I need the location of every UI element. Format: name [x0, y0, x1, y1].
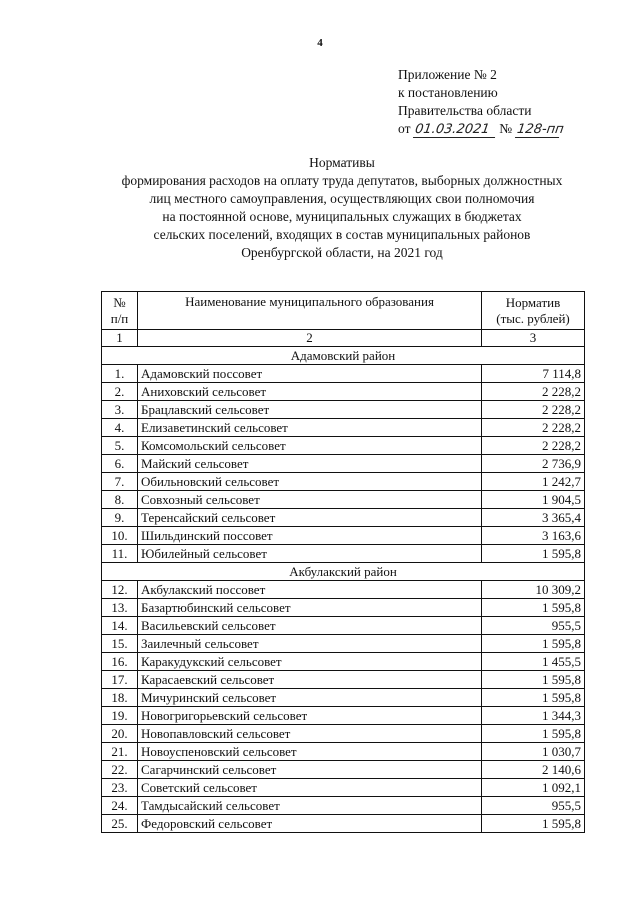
municipality-name: Совхозный сельсовет: [138, 491, 482, 509]
district-name: Адамовский район: [102, 347, 585, 365]
municipality-name: Новопавловский сельсовет: [138, 725, 482, 743]
norm-value: 955,5: [482, 617, 585, 635]
row-number: 2.: [102, 383, 138, 401]
header-value-title: Норматив: [505, 294, 561, 310]
table-row: [102, 365, 585, 383]
row-number: 9.: [102, 509, 138, 527]
header-value-unit: (тыс. рублей): [496, 310, 570, 326]
norm-value: 1 595,8: [482, 725, 585, 743]
municipality-name: Новоуспеновский сельсовет: [138, 743, 482, 761]
municipality-name: Аниховский сельсовет: [138, 383, 482, 401]
row-number: 24.: [102, 797, 138, 815]
municipality-name: Майский сельсовет: [138, 455, 482, 473]
row-number: 18.: [102, 689, 138, 707]
norm-value: 2 228,2: [482, 401, 585, 419]
table-row: [102, 725, 585, 743]
title-line: на постоянной основе, муниципальных служащих в бюджетах: [162, 209, 522, 224]
appendix-line-date-number: [398, 120, 565, 138]
handwritten-number: 128-пп: [515, 122, 565, 137]
number-label: №: [499, 121, 513, 136]
table-row: [102, 581, 585, 599]
table-row: [102, 743, 585, 761]
municipality-name: Сагарчинский сельсовет: [138, 761, 482, 779]
norm-value: 1 344,3: [482, 707, 585, 725]
municipality-name: Базартюбинский сельсовет: [138, 599, 482, 617]
district-row: [102, 347, 585, 365]
norm-value: 2 228,2: [482, 419, 585, 437]
row-number: 13.: [102, 599, 138, 617]
table-row: [102, 797, 585, 815]
table-row: [102, 617, 585, 635]
municipality-name: Васильевский сельсовет: [138, 617, 482, 635]
municipality-name: Теренсайский сельсовет: [138, 509, 482, 527]
row-number: 8.: [102, 491, 138, 509]
norm-value: 1 595,8: [482, 815, 585, 833]
column-number: 2: [138, 330, 482, 347]
row-number: 11.: [102, 545, 138, 563]
title-line: Оренбургской области, на 2021 год: [241, 245, 443, 260]
municipality-name: Адамовский поссовет: [138, 365, 482, 383]
row-number: 25.: [102, 815, 138, 833]
row-number: 7.: [102, 473, 138, 491]
row-number: 15.: [102, 635, 138, 653]
municipality-name: Карасаевский сельсовет: [138, 671, 482, 689]
column-numbers-row: [102, 330, 585, 347]
municipality-name: Заилечный сельсовет: [138, 635, 482, 653]
table-row: [102, 473, 585, 491]
norm-value: 1 092,1: [482, 779, 585, 797]
norm-value: 1 242,7: [482, 473, 585, 491]
row-number: 3.: [102, 401, 138, 419]
norm-value: 1 595,8: [482, 689, 585, 707]
municipality-name: Елизаветинский сельсовет: [138, 419, 482, 437]
row-number: 6.: [102, 455, 138, 473]
district-name: Акбулакский район: [102, 563, 585, 581]
row-number: 19.: [102, 707, 138, 725]
handwritten-date: 01.03.2021: [413, 123, 497, 138]
table-row: [102, 635, 585, 653]
municipality-name: Федоровский сельсовет: [138, 815, 482, 833]
norm-value: 1 595,8: [482, 599, 585, 617]
appendix-block: [398, 66, 565, 138]
norm-value: 1 595,8: [482, 545, 585, 563]
table-row: [102, 689, 585, 707]
municipality-name: Обильновский сельсовет: [138, 473, 482, 491]
municipality-name: Юбилейный сельсовет: [138, 545, 482, 563]
table-row: [102, 707, 585, 725]
title-line: сельских поселений, входящих в состав муниципальных районов: [153, 227, 531, 242]
district-row: [102, 563, 585, 581]
norm-value: 1 595,8: [482, 635, 585, 653]
norms-table: [101, 291, 585, 833]
norm-value: 1 595,8: [482, 671, 585, 689]
table-row: [102, 671, 585, 689]
appendix-title: Приложение № 2: [398, 67, 497, 82]
norm-value: 2 140,6: [482, 761, 585, 779]
table-row: [102, 653, 585, 671]
norm-value: 2 228,2: [482, 383, 585, 401]
row-number: 14.: [102, 617, 138, 635]
table-row: [102, 815, 585, 833]
appendix-line-resolution: к постановлению: [398, 85, 498, 100]
table-header-row: [102, 292, 585, 330]
table-row: [102, 509, 585, 527]
title-line: формирования расходов на оплату труда депутатов, выборных должностных: [121, 173, 563, 188]
from-label: от: [398, 121, 411, 136]
table-row: [102, 779, 585, 797]
norm-value: 1 030,7: [482, 743, 585, 761]
municipality-name: Шильдинский поссовет: [138, 527, 482, 545]
column-number: 1: [102, 330, 138, 347]
municipality-name: Акбулакский поссовет: [138, 581, 482, 599]
norm-value: 1 455,5: [482, 653, 585, 671]
table-row: [102, 761, 585, 779]
norm-value: 3 365,4: [482, 509, 585, 527]
row-number: 1.: [102, 365, 138, 383]
row-number: 22.: [102, 761, 138, 779]
norm-value: 7 114,8: [482, 365, 585, 383]
header-number: [102, 292, 138, 330]
title-line: лиц местного самоуправления, осуществляющих свои полномочия: [149, 191, 535, 206]
norm-value: 10 309,2: [482, 581, 585, 599]
norm-value: 1 904,5: [482, 491, 585, 509]
table-row: [102, 455, 585, 473]
table-row: [102, 545, 585, 563]
norm-value: 2 228,2: [482, 437, 585, 455]
municipality-name: Каракудукский сельсовет: [138, 653, 482, 671]
row-number: 21.: [102, 743, 138, 761]
title-heading: Нормативы: [309, 155, 375, 170]
table-row: [102, 419, 585, 437]
norm-value: 3 163,6: [482, 527, 585, 545]
row-number: 16.: [102, 653, 138, 671]
row-number: 20.: [102, 725, 138, 743]
municipality-name: Советский сельсовет: [138, 779, 482, 797]
municipality-name: Мичуринский сельсовет: [138, 689, 482, 707]
municipality-name: Брацлавский сельсовет: [138, 401, 482, 419]
header-number-symbol: №: [113, 294, 126, 310]
table-row: [102, 527, 585, 545]
appendix-line-government: Правительства области: [398, 103, 532, 118]
norm-value: 955,5: [482, 797, 585, 815]
table-row: [102, 599, 585, 617]
municipality-name: Комсомольский сельсовет: [138, 437, 482, 455]
page-number: 4: [317, 37, 323, 49]
row-number: 5.: [102, 437, 138, 455]
row-number: 10.: [102, 527, 138, 545]
header-number-abbr: п/п: [110, 310, 129, 326]
row-number: 12.: [102, 581, 138, 599]
header-name: Наименование муниципального образования: [138, 292, 482, 330]
header-value: [482, 292, 585, 330]
norm-value: 2 736,9: [482, 455, 585, 473]
table-row: [102, 491, 585, 509]
table-row: [102, 401, 585, 419]
row-number: 17.: [102, 671, 138, 689]
municipality-name: Новогригорьевский сельсовет: [138, 707, 482, 725]
row-number: 23.: [102, 779, 138, 797]
row-number: 4.: [102, 419, 138, 437]
municipality-name: Тамдысайский сельсовет: [138, 797, 482, 815]
document-title: [0, 154, 640, 262]
table-row: [102, 437, 585, 455]
column-number: 3: [482, 330, 585, 347]
table-row: [102, 383, 585, 401]
